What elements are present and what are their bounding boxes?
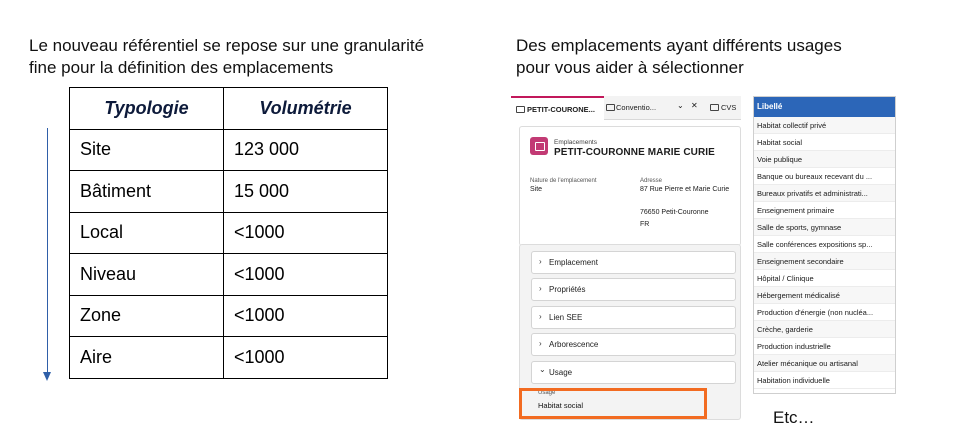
address-line1: 87 Rue Pierre et Marie Curie [640,186,730,193]
list-item[interactable]: Enseignement secondaire [754,253,896,270]
chevron-right-icon: › [539,339,542,348]
section-arborescence[interactable] [531,333,736,356]
section-usage[interactable] [531,361,736,384]
left-heading-line2: fine pour la définition des emplacements [29,58,334,77]
record-tab-icon [516,106,525,113]
usage-field-label: Usage [538,390,556,396]
record-screenshot [511,96,741,420]
tab-bar [511,96,741,120]
volume-cell: 123 000 [224,129,388,171]
record-title: PETIT-COURONNE MARIE CURIE [554,147,715,158]
section-proprietes[interactable] [531,278,736,301]
list-item[interactable]: Salle de sports, gymnase [754,219,896,236]
list-item[interactable]: Enseignement primaire [754,202,896,219]
list-item[interactable]: Production industrielle [754,338,896,355]
tab-convention[interactable]: Conventio... [616,103,657,112]
section-label: Usage [549,368,573,377]
list-item[interactable]: Habitat social [754,134,896,151]
chevron-right-icon: › [539,257,542,266]
volume-cell: <1000 [224,212,388,254]
typology-cell: Bâtiment [70,171,224,213]
section-emplacement[interactable] [531,251,736,274]
list-item[interactable]: Hôpital / Clinique [754,270,896,287]
list-item[interactable]: Habitation individuelle [754,372,896,389]
section-label: Emplacement [549,258,598,267]
table-row [70,295,388,337]
typology-cell: Aire [70,337,224,379]
table-header-row [70,88,388,130]
chevron-right-icon: › [539,284,542,293]
convention-tab-icon [606,104,615,111]
left-heading [29,35,424,79]
usage-highlight-box [519,388,707,419]
section-label: Propriétés [549,285,586,294]
chevron-right-icon: › [539,312,542,321]
volume-cell: <1000 [224,337,388,379]
list-item[interactable]: Banque ou bureaux recevant du ... [754,168,896,185]
tab-record-label: PETIT-COURONE... [527,105,595,114]
volume-cell: 15 000 [224,171,388,213]
nature-label: Nature de l'emplacement [530,178,597,184]
list-item[interactable]: Salle conférences expositions sp... [754,236,896,253]
tab-record-active[interactable] [511,96,604,120]
table-row [70,212,388,254]
nature-value: Site [530,186,543,193]
right-heading-line1: Des emplacements ayant différents usages [516,36,842,55]
header-volumetrie: Volumétrie [224,88,388,130]
section-label: Arborescence [549,340,599,349]
section-lien-see[interactable] [531,306,736,329]
typology-cell: Local [70,212,224,254]
typology-cell: Site [70,129,224,171]
chevron-down-icon[interactable]: ⌄ [677,101,684,110]
section-label: Lien SEE [549,313,583,322]
close-icon[interactable]: ✕ [691,101,698,110]
tab-cvs[interactable]: CVS [721,103,737,112]
list-item[interactable]: Crèche, garderie [754,321,896,338]
list-item[interactable]: Voie publique [754,151,896,168]
typology-cell: Zone [70,295,224,337]
object-type-label: Emplacements [554,139,597,146]
list-item[interactable]: Bureaux privatifs et administrati... [754,185,896,202]
granularity-arrow-line [47,128,48,374]
usage-field-value[interactable]: Habitat social [538,401,584,410]
granularity-arrow-head [43,372,51,381]
chevron-down-icon: ⌄ [539,365,546,374]
etc-text: Etc… [773,408,815,427]
typology-cell: Niveau [70,254,224,296]
left-heading-line1: Le nouveau référentiel se repose sur une granularité [29,36,425,55]
list-item[interactable]: Production d'énergie (non nucléa... [754,304,896,321]
volume-cell: <1000 [224,295,388,337]
address-label: Adresse [640,178,663,184]
typology-table [69,87,388,379]
list-item[interactable]: Habitat collectif privé [754,117,896,134]
cvs-tab-icon [710,104,719,111]
list-header-libelle: Libellé [754,97,896,117]
table-row [70,129,388,171]
usage-dropdown-list [753,96,896,394]
right-heading [516,35,842,79]
table-row [70,254,388,296]
header-typologie: Typologie [70,88,224,130]
right-heading-line2: pour vous aider à sélectionner [516,58,744,77]
record-header-card [519,126,741,246]
address-line2: 76650 Petit-Couronne [640,209,709,216]
table-row [70,171,388,213]
location-object-icon [530,137,548,155]
address-line3: FR [640,221,650,228]
list-item[interactable]: Hébergement médicalisé [754,287,896,304]
table-row [70,337,388,379]
volume-cell: <1000 [224,254,388,296]
list-item[interactable]: Atelier mécanique ou artisanal [754,355,896,372]
